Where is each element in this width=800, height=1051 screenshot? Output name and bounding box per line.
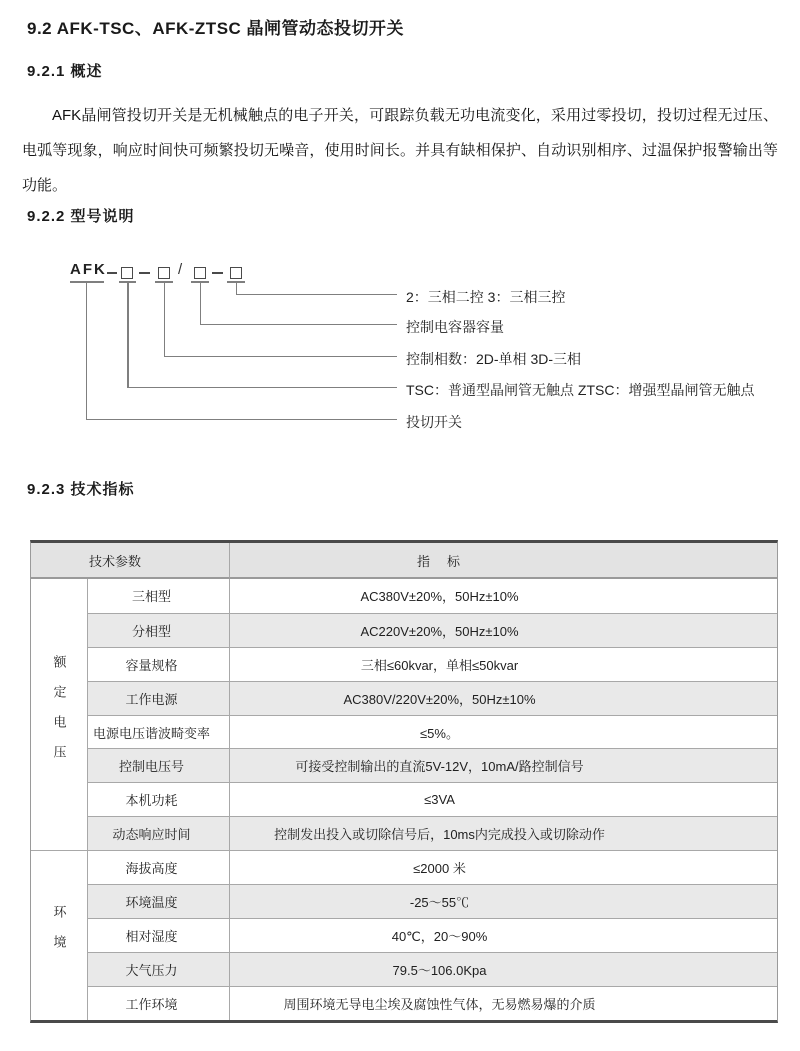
group-cell-environment <box>31 850 88 1019</box>
value-cell: -25～55℃ <box>230 884 777 918</box>
connector-line <box>200 324 397 326</box>
value-cell: 79.5～106.0Kpa <box>230 952 777 986</box>
tick-line <box>70 281 104 283</box>
value-cell: 40℃，20～90% <box>230 918 777 952</box>
model-code-box <box>158 267 170 279</box>
param-cell: 海拔高度 <box>88 850 230 884</box>
model-label-type: TSC：普通型晶闸管无触点 ZTSC：增强型晶闸管无触点 <box>406 382 755 398</box>
model-label-phase-control: 2：三相二控 3：三相三控 <box>406 289 566 305</box>
connector-line <box>164 356 397 358</box>
page-title: 9.2 AFK-TSC、AFK-ZTSC 晶闸管动态投切开关 <box>27 19 405 38</box>
model-label-capacitor-capacity: 控制电容器容量 <box>406 319 504 335</box>
dash-line <box>212 272 223 274</box>
drop-line <box>200 281 202 325</box>
section-heading-overview: 9.2.1 概述 <box>27 63 103 80</box>
slash-separator: / <box>178 261 183 278</box>
model-code-box <box>194 267 206 279</box>
model-label-phase-number: 控制相数：2D-单相 3D-三相 <box>406 351 582 367</box>
spec-table <box>30 540 778 1023</box>
group-cell-rated-voltage <box>31 579 88 850</box>
overview-paragraph: AFK晶闸管投切开关是无机械触点的电子开关，可跟踪负载无功电流变化，采用过零投切，投切过程无过压、电弧等现象，响应时间快可频繁投切无噪音，使用时间长。并具有缺相保护、自动识别相序、过温保护报警输出等功能。 <box>22 107 778 194</box>
param-cell: 控制电压号 <box>88 748 230 782</box>
connector-line <box>86 419 397 421</box>
drop-line <box>86 281 88 420</box>
param-cell: 工作电源 <box>88 681 230 715</box>
section-heading-specs: 9.2.3 技术指标 <box>27 481 135 498</box>
connector-line <box>127 387 397 389</box>
param-cell: 相对湿度 <box>88 918 230 952</box>
drop-line <box>164 281 166 357</box>
section-heading-model: 9.2.2 型号说明 <box>27 208 135 225</box>
param-cell: 三相型 <box>88 579 230 613</box>
param-cell: 分相型 <box>88 613 230 647</box>
model-code-box <box>230 267 242 279</box>
header-cell-value: 指 标 <box>230 543 777 579</box>
param-cell: 电源电压谐波畸变率 <box>88 715 230 749</box>
value-cell: AC220V±20%，50Hz±10% <box>230 613 777 647</box>
value-cell: 三相≤60kvar，单相≤50kvar <box>230 647 777 681</box>
model-code-box <box>121 267 133 279</box>
connector-line <box>236 294 397 296</box>
dash-line <box>139 272 150 274</box>
param-cell: 动态响应时间 <box>88 816 230 850</box>
value-cell: ≤3VA <box>230 782 777 816</box>
value-cell: AC380V/220V±20%，50Hz±10% <box>230 681 777 715</box>
header-cell-param: 技术参数 <box>31 543 230 579</box>
value-cell: ≤2000 米 <box>230 850 777 884</box>
group-label: 环境 <box>51 905 67 966</box>
group-label: 额定电压 <box>51 654 67 775</box>
value-cell: ≤5%。 <box>230 715 777 749</box>
model-code-diagram <box>0 0 800 460</box>
param-cell: 本机功耗 <box>88 782 230 816</box>
param-cell: 容量规格 <box>88 647 230 681</box>
param-cell: 大气压力 <box>88 952 230 986</box>
value-cell: 控制发出投入或切除信号后，10ms内完成投入或切除动作 <box>230 816 777 850</box>
model-label-switch: 投切开关 <box>406 414 462 430</box>
value-cell: 可接受控制输出的直流5V-12V，10mA/路控制信号 <box>230 748 777 782</box>
drop-line <box>127 281 129 388</box>
param-cell: 工作环境 <box>88 986 230 1020</box>
param-cell: 环境温度 <box>88 884 230 918</box>
value-cell: AC380V±20%，50Hz±10% <box>360 589 519 605</box>
value-cell: 周围环境无导电尘埃及腐蚀性气体，无易燃易爆的介质 <box>230 986 777 1020</box>
dash-line <box>107 272 117 274</box>
model-code-prefix: AFK <box>70 261 107 278</box>
